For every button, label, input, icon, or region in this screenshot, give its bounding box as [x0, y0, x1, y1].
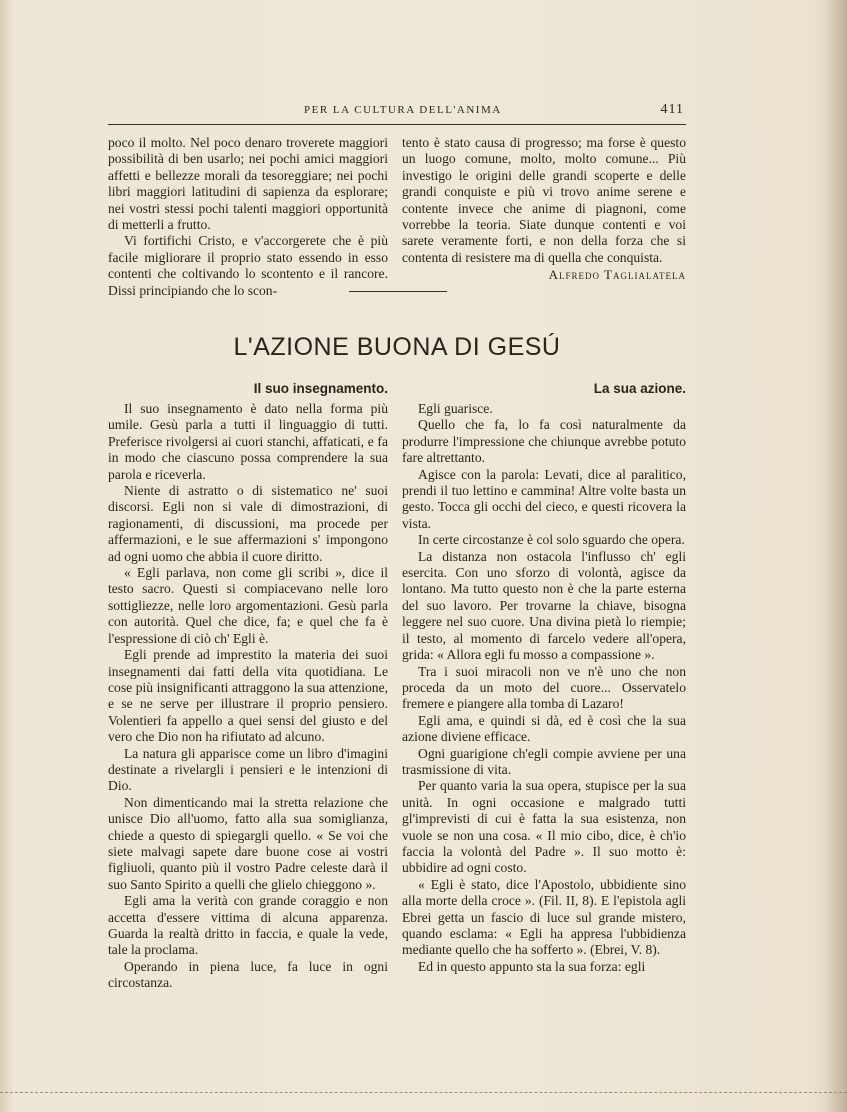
page-edge-shadow	[825, 0, 847, 1112]
paragraph: « Egli parlava, non come gli scribi », dice il testo sacro. Questi si compiacevano nelle loro sottigliezze, nelle loro argomentazioni. Gesù parla con autorità. Quel che dice, fa; e quel che fa è l'espressione di ciò ch' Egli è.	[108, 565, 388, 646]
paragraph: Egli guarisce.	[418, 401, 493, 416]
paragraph: Ed in questo appunto sta la sua forza: egli	[418, 958, 646, 974]
paragraph: Vi fortifichi Cristo, e v'accorgerete che è più facile migliorare il proprio stato essendo in esso contenti che coltivando lo scontento e il rancore. Dissi principiando che lo scon-	[108, 233, 388, 298]
paragraph: Operando in piena luce, fa luce in ogni circostanza.	[108, 958, 388, 991]
prev-article-right-column	[402, 135, 686, 284]
page-bottom-edge	[0, 1092, 847, 1093]
paragraph: La distanza non ostacola l'influsso ch' egli esercita. Con uno sforzo di volontà, agisce da lontano. Ma tutto questo non è che la parte esterna del suo lavoro. Per trovarne la chiave, bisogna leggere nel suo cuore. Una divina pietà lo riempie; il testo, al momento di farcelo vedere all'opera, grida: « Allora egli fu mosso a compassione ».	[402, 548, 686, 663]
paragraph: Egli prende ad imprestito la materia dei suoi insegnamenti dai fatti della vita quotidiana. Le cose più insignificanti attraggono la sua attenzione, e se ne serve per illustrare il proprio pensiero. Volentieri fa appello a quei sensi del giusto e del vero che Dio non ha rifiutato ad alcuno.	[108, 647, 388, 745]
paragraph: poco il molto. Nel poco denaro troverete maggiori possibilità di ben usarlo; nei pochi amici maggiori affetti e bellezze morali da tesoreggiare; nei pochi libri maggiori latitudini di sapienza da esplorare; nei vostri stessi pochi talenti maggiori opportunità di metterli a frutto.	[108, 135, 388, 233]
page-number: 411	[660, 102, 684, 117]
paragraph: In certe circostanze è col solo sguardo che opera.	[418, 532, 685, 548]
paragraph: Quello che fa, lo fa così naturalmente da produrre l'impressione che chiunque avrebbe potuto fare altrettanto.	[402, 417, 686, 466]
paragraph: Egli ama, e quindi si dà, ed è così che la sua azione diviene efficace.	[402, 712, 686, 745]
paragraph: tento è stato causa di progresso; ma forse è questo un luogo comune, molto, molto comune... Più investigo le origini delle grandi scoperte e delle grandi conquiste e più vi trovo anime serene e contente invece che anime di piagnoni, come vorrebbe la teoria. Siate dunque contenti e voi sarete veramente forti, e non della forza che si contenta di resistere ma di quella che conquista.	[402, 135, 686, 265]
article-right-column	[402, 401, 686, 975]
paragraph: Egli ama la verità con grande coraggio e non accetta d'essere vittima di alcuna apparenza. Guarda la realtà dritto in faccia, e quale la vede, tale la proclama.	[108, 893, 388, 958]
paragraph: Il suo insegnamento è dato nella forma più umile. Gesù parla a tutti il linguaggio di tutti. Preferisce rivolgersi ai cuori stanchi, affaticati, e fa in modo che ciascuno possa comprendere la sua parola e riceverla.	[108, 401, 388, 482]
paragraph: Non dimenticando mai la stretta relazione che unisce Dio all'uomo, fatto alla sua somiglianza, chiede a questo di spiegargli quello. « Se voi che siete malvagi sapete dare buone cose ai vostri figliuoli, quanto più il vostro Padre celeste darà il suo Santo Spirito a quelli che glielo chieggono ».	[108, 794, 388, 892]
article-left-column	[108, 401, 388, 992]
paragraph: « Egli è stato, dice l'Apostolo, ubbidiente sino alla morte della croce ». (Fil. II, 8). E l'epistola agli Ebrei getta un fascio di luce sul grande mistero, quando esclama: « Egli ha appresa l'ubbidienza mediante quello che ha sofferto ». (Ebrei, V. 8).	[402, 876, 686, 958]
article-title: L'AZIONE BUONA DI GESÚ	[233, 333, 561, 361]
prev-article-left-column	[108, 135, 388, 299]
running-title: PER LA CULTURA DELL'ANIMA	[304, 104, 502, 116]
left-subtitle: Il suo insegnamento.	[253, 381, 388, 396]
paragraph: Tra i suoi miracoli non ve n'è uno che non proceda da un moto del cuore... Osservatelo fremere e piangere alla tomba di Lazaro!	[402, 663, 686, 712]
paragraph: Per quanto varia la sua opera, stupisce per la sua unità. In ogni occasione e malgrado tutti gl'imprevisti di cui è fatta la sua esistenza, non vuole se non una cosa. « Il mio cibo, dice, è ch'io faccia la volontà del Padre ». Il suo motto è: ubbidire ad ogni costo.	[402, 778, 686, 876]
paragraph: Agisce con la parola: Levati, dice al paralitico, prendi il tuo lettino e cammina! Altre volte basta un gesto. Tocca gli occhi del cieco, e questi ricovera la vista.	[402, 466, 686, 531]
paragraph: Ogni guarigione ch'egli compie avviene per una trasmissione di vita.	[402, 745, 686, 777]
paragraph: La natura gli apparisce come un libro d'imagini destinate a rivelargli i pensieri e le intenzioni di Dio.	[108, 745, 388, 794]
right-subtitle: La sua azione.	[593, 381, 686, 396]
paragraph: Niente di astratto o di sistematico ne' suoi discorsi. Egli non si vale di dimostrazioni, di ragionamenti, di discussioni, ma procede per affermazioni, e le sue affermazioni s' impongono ad ogni uomo che abbia il cuore diritto.	[108, 483, 388, 564]
page-header	[108, 104, 688, 124]
header-rule	[108, 124, 686, 125]
author-signature: Alfredo Taglialatela	[548, 267, 686, 283]
section-divider	[349, 291, 447, 292]
